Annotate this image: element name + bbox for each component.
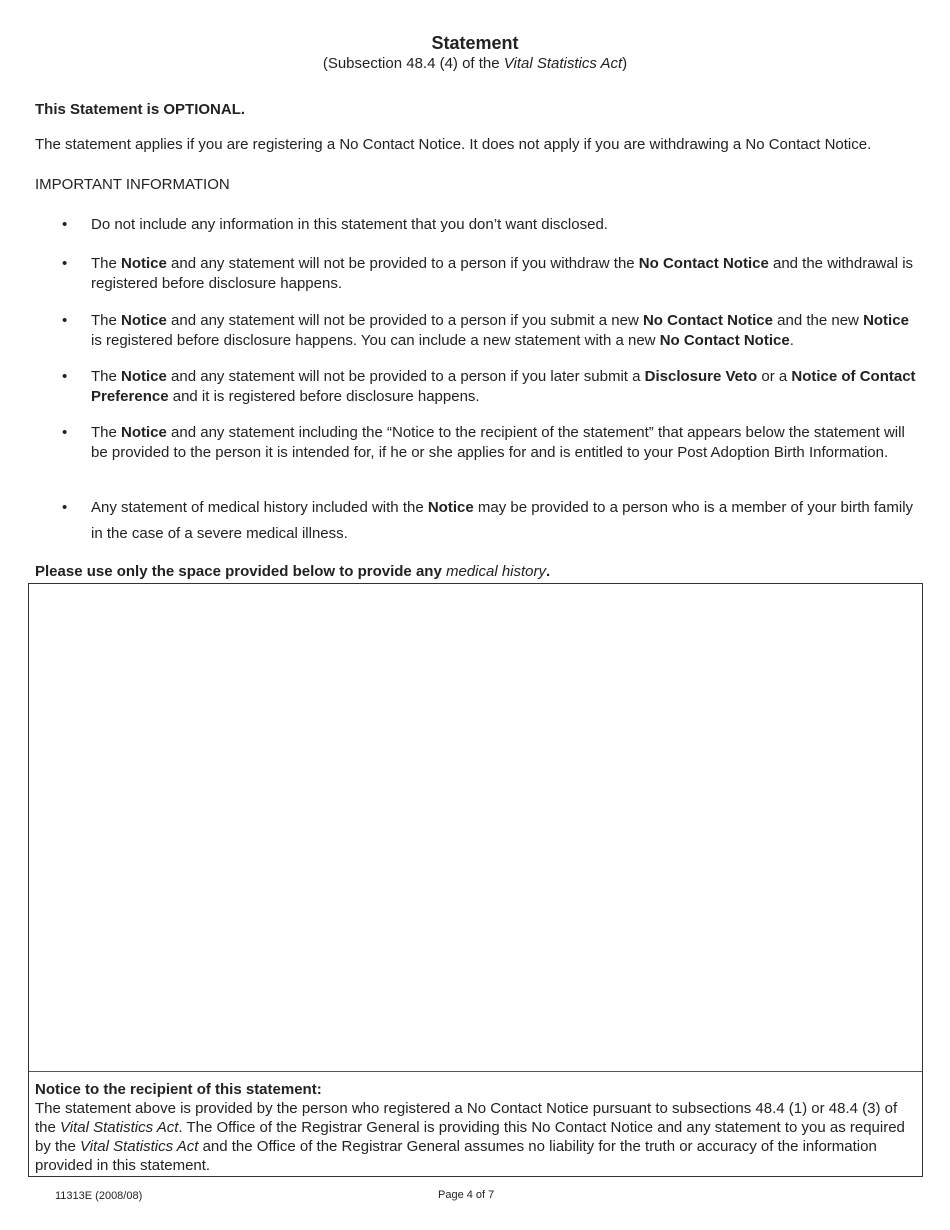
list-item: • The Notice and any statement will not be provided to a person if you later submit a Disclosure Veto or a Notice of Contact Preference and it is registered before disclosure happens. — [62, 368, 916, 405]
bullet-icon: • — [62, 499, 68, 516]
list-item: • The Notice and any statement including the “Notice to the recipient of the statement” that appears below the statement will be provided to the person it is intended for, if he or she applies for and is entitled to your Post Adoption Birth Information. — [62, 424, 905, 461]
recipient-notice-text: The statement above is provided by the person who registered a No Contact Notice pursuant to subsections 48.4 (1) or 48.4 (3) of the Vital Statistics Act. The Office of the Registrar General is providing this No Contact Notice and any statement to you as required by the Vital Statistics Act and the Office of the Registrar General assumes no liability for the truth or accuracy of the information provided in this statement. — [35, 1100, 905, 1174]
recipient-notice-heading: Notice to the recipient of this statement: — [35, 1081, 322, 1098]
page-subtitle: (Subsection 48.4 (4) of the Vital Statistics Act) — [322, 55, 628, 72]
applies-text: The statement applies if you are registering a No Contact Notice. It does not apply if you are withdrawing a No Contact Notice. — [35, 136, 872, 153]
list-item: • The Notice and any statement will not be provided to a person if you withdraw the No Contact Notice and the withdrawal is registered before disclosure happens. — [62, 255, 914, 292]
list-item: • Any statement of medical history included with the Notice may be provided to a person who is a member of your birth family in the case of a severe medical illness. — [91, 495, 916, 547]
important-heading: IMPORTANT INFORMATION — [35, 176, 230, 193]
bullet-icon: • — [62, 312, 68, 329]
medical-history-field[interactable] — [29, 584, 922, 1072]
page-number: Page 4 of 7 — [438, 1189, 495, 1201]
optional-notice: This Statement is OPTIONAL. — [35, 101, 246, 118]
bullet-icon: • — [62, 368, 68, 385]
list-item: • The Notice and any statement will not be provided to a person if you submit a new No Contact Notice and the new Notice is registered before disclosure happens. You can include a new statement with a new No Contact Notice. — [62, 312, 909, 349]
act-name: Vital Statistics Act — [503, 55, 623, 72]
statement-box — [28, 583, 923, 1177]
list-item: • Do not include any information in this statement that you don’t want disclosed. — [62, 216, 608, 233]
page-title: Statement — [431, 33, 519, 53]
recipient-notice — [35, 1080, 915, 1175]
form-number: 11313E (2008/08) — [55, 1190, 143, 1202]
bullet-icon: • — [62, 255, 68, 272]
medical-history-instruction: Please use only the space provided below to provide any medical history. — [35, 563, 551, 580]
bullet-icon: • — [62, 216, 68, 233]
bullet-icon: • — [62, 424, 68, 441]
